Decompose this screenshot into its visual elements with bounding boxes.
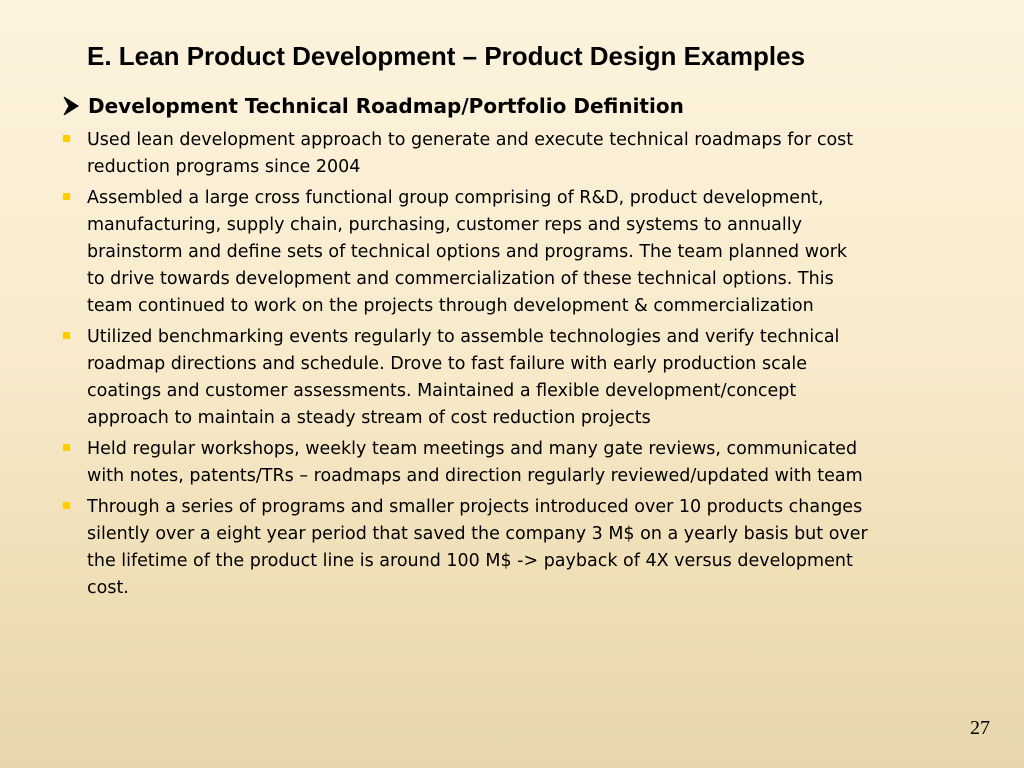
list-item — [62, 436, 992, 490]
bullet-text: Utilized benchmarking events regularly to assemble technologies and verify technical roadmap directions and schedule. Drove to fast failure with early production scale coatings and customer assessments. Maintained a flexible development/concept approach to maintain a steady stream of cost reduction projects — [87, 327, 840, 428]
arrow-icon — [62, 93, 84, 119]
list-item — [62, 127, 992, 181]
list-item — [62, 185, 992, 320]
square-bullet-icon — [63, 193, 70, 200]
bullet-text: Through a series of programs and smaller projects introduced over 10 products changes silently over a eight year period that saved the company 3 M$ on a yearly basis but over the lifetime of the product line is around 100 M$ -> payback of 4X versus development cost. — [87, 497, 868, 598]
bullet-list — [62, 127, 992, 606]
square-bullet-icon — [63, 444, 70, 451]
list-item — [62, 324, 992, 432]
square-bullet-icon — [63, 502, 70, 509]
subtitle: Development Technical Roadmap/Portfolio Definition — [88, 94, 684, 118]
page-number: 27 — [970, 717, 990, 739]
bullet-text: Held regular workshops, weekly team meetings and many gate reviews, communicated with notes, patents/TRs – roadmaps and direction regularly reviewed/updated with team — [87, 439, 863, 486]
subtitle-row — [62, 92, 684, 120]
square-bullet-icon — [63, 332, 70, 339]
list-item — [62, 494, 992, 602]
bullet-text: Used lean development approach to generate and execute technical roadmaps for cost reduction programs since 2004 — [87, 130, 854, 177]
slide-title: E. Lean Product Development – Product Design Examples — [87, 41, 806, 71]
square-bullet-icon — [63, 135, 70, 142]
bullet-text: Assembled a large cross functional group comprising of R&D, product development, manufacturing, supply chain, purchasing, customer reps and systems to annually brainstorm and define sets of technical options and programs. The team planned work to drive towards development and commercialization of these technical options. This team continued to work on the projects through development & commercialization — [87, 188, 848, 316]
